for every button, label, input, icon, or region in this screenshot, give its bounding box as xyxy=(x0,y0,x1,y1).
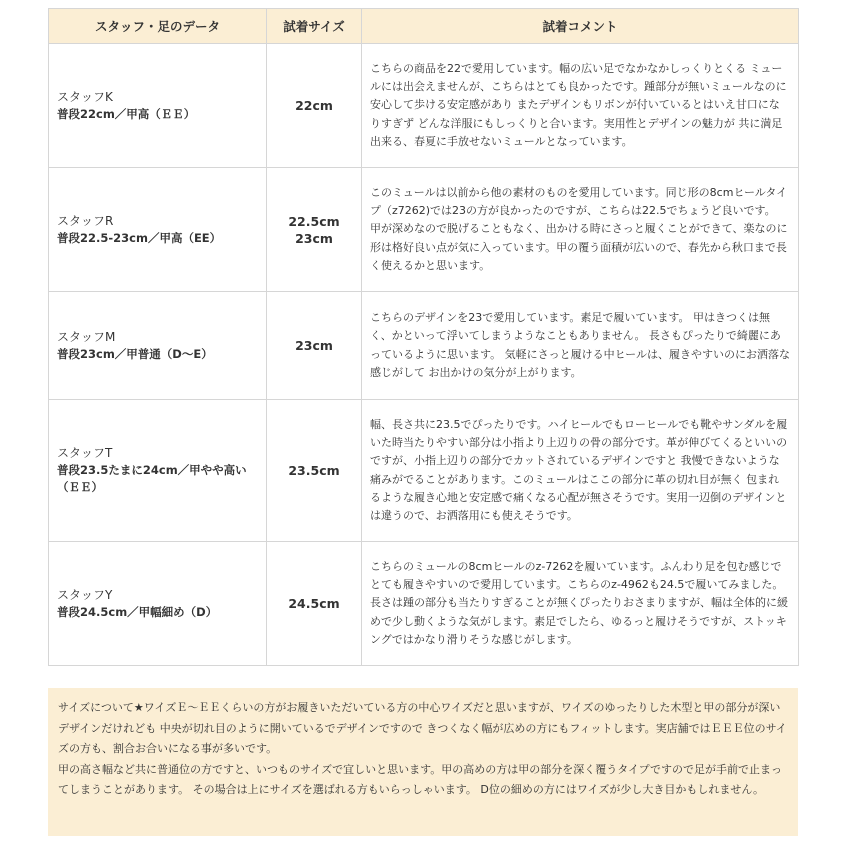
comment-cell: このミュールは以前から他の素材のものを愛用しています。同じ形の8cmヒールタイプ（z7262)では23の方が良かったのですが、こちらは22.5でちょうど良いです。 甲が深めなので脱げることもなく、出かける時にさっと履くことができて、楽なのに形は格好良い点が気に入っています。甲の覆う面積が広いので、春先から秋口まで長く使えるかと思います。 xyxy=(362,168,799,292)
staff-name: スタッフT xyxy=(57,446,113,460)
trial-size: 22cm xyxy=(295,98,333,113)
table-row xyxy=(49,44,799,168)
size-cell xyxy=(267,542,362,666)
staff-name: スタッフK xyxy=(57,89,113,104)
table-row xyxy=(49,292,799,400)
table-row xyxy=(49,168,799,292)
trial-size: 24.5cm xyxy=(288,596,340,611)
comment-cell: こちらの商品を22で愛用しています。幅の広い足でなかなかしっくりとくる ミュールには出会えませんが、こちらはとても良かったです。踵部分が無いミュールなのに安心して歩ける安定感があり またデザインもリボンが付いているとはいえ甘口になりすぎず どんな洋服にもしっくりと合います。実用性とデザインの魅力が 共に満足出来る、春夏に手放せないミュールとなっています。 xyxy=(362,44,799,168)
comment-cell: こちらのミュールの8cmヒールのz-7262を履いています。ふんわり足を包む感じで とても履きやすいので愛用しています。こちらのz-4962も24.5で履いてみました。長さは踵の部分も当たりすぎることが無くぴったりおさまりますが、幅は全体的に緩めで少し動くような気がします。素足でしたら、ゆるっと履けそうですが、ストッキングではかなり滑りそうな感じがします。 xyxy=(362,542,799,666)
staff-cell xyxy=(49,292,267,400)
trial-size: 23.5cm xyxy=(288,463,340,478)
staff-usual-size: 普段24.5cm／甲幅細め（D） xyxy=(57,604,218,619)
size-note-box xyxy=(48,688,798,836)
staff-cell xyxy=(49,44,267,168)
staff-usual-size: 普段23cm／甲普通（D～E） xyxy=(57,346,213,361)
size-note-paragraph: 甲の高さ幅など共に普通位の方ですと、いつものサイズで宜しいと思います。甲の高めの方は甲の部分を深く覆うタイプですので足が手前で止まってしまうことがあります。 その場合は上にサイズを選ばれる方もいらっしゃいます。 D位の細めの方にはワイズが少し大き目かもしれません。 xyxy=(58,762,783,796)
fitting-table xyxy=(48,8,799,666)
size-cell xyxy=(267,292,362,400)
trial-size: 23cm xyxy=(295,338,333,353)
table-row xyxy=(49,400,799,542)
size-note-paragraph: サイズについて★ワイズＥ～ＥＥくらいの方がお履きいただいている方の中心ワイズだと思いますが、ワイズのゆったりした木型と甲の部分が深いデザインだけれども 中央が切れ目のように開いているでデザインですので きつくなく幅が広めの方にもフィットします。実店舗ではＥＥＥ位のサイズの方も、割合お合いになる事が多いです。 xyxy=(58,701,787,755)
size-cell xyxy=(267,44,362,168)
trial-size: 22.5cm xyxy=(288,213,340,229)
staff-name: スタッフY xyxy=(57,587,113,602)
staff-cell xyxy=(49,168,267,292)
table-header-row xyxy=(49,9,799,44)
staff-usual-size: 普段22.5-23cm／甲高（EE） xyxy=(57,230,222,245)
size-cell xyxy=(267,168,362,292)
comment-cell: 幅、長さ共に23.5でぴったりです。ハイヒールでもローヒールでも靴やサンダルを履いた時当たりやすい部分は小指より上辺りの骨の部分です。革が伸びてくるといいのですが、小指上辺りの部分でカットされているデザインですと 我慢できないような痛みがでることがあります。このミュールはここの部分に革の切れ目が無く 包まれるような履き心地と安定感で痛くなる心配が無さそうです。実用一辺倒のデザインとは違うので、お洒落用にも使えそうです。 xyxy=(362,400,799,542)
trial-size: 23cm xyxy=(295,230,333,246)
staff-name: スタッフM xyxy=(57,329,116,344)
table-row xyxy=(49,542,799,666)
staff-name: スタッフR xyxy=(57,213,114,228)
header-comment: 試着コメント xyxy=(362,9,799,44)
staff-cell xyxy=(49,542,267,666)
staff-cell xyxy=(49,400,267,542)
header-size: 試着サイズ xyxy=(267,9,362,44)
staff-usual-size: 普段22cm／甲高（ＥＥ） xyxy=(57,106,196,121)
comment-cell: こちらのデザインを23で愛用しています。素足で履いています。 甲はきつくは無く、かといって浮いてしまうようなこともありません。 長さもぴったりで綺麗にあっているように思います。 気軽にさっと履ける中ヒールは、履きやすいのにお洒落な感じがして お出かけの気分が上がります。 xyxy=(362,292,799,400)
header-staff: スタッフ・足のデータ xyxy=(49,9,267,44)
staff-usual-size: 普段23.5たまに24cm／甲やや高い（ＥＥ） xyxy=(57,463,247,494)
size-cell xyxy=(267,400,362,542)
